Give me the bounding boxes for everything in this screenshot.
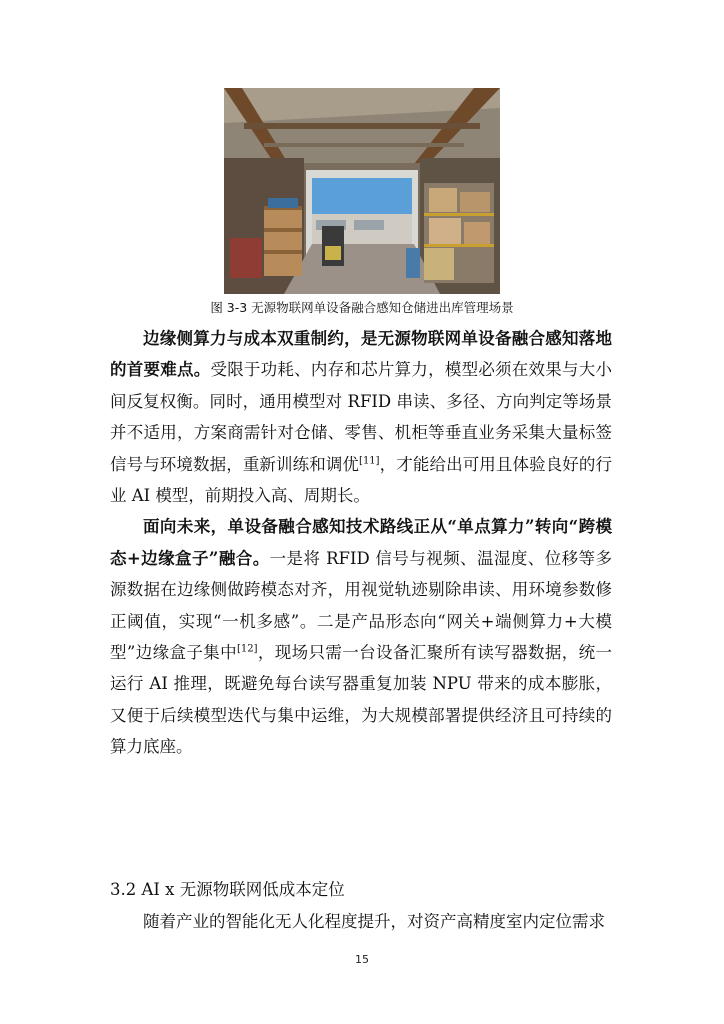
paragraph-1-text-end: ，才能给出可用且体验良好的行业 AI 模型，前期投入高、周期长。 — [110, 454, 613, 506]
warehouse-icon — [224, 88, 500, 294]
section-heading: 3.2 AI x 无源物联网低成本定位 — [110, 880, 345, 899]
paragraph-2 — [110, 511, 612, 762]
paragraph-1 — [110, 323, 612, 511]
page-number: 15 — [355, 953, 369, 966]
paragraph-2-text-end: ，现场只需一台设备汇聚所有读写器数据，统一运行 AI 推理，既避免每台读写器重复加装 NPU 带来的成本膨胀，又便于后续模型迭代与集中运维，为大规模部署提供经济且可持续的算力底座。 — [110, 643, 613, 757]
paragraph-1-text: 受限于功耗、内存和芯片算力，模型必须在效果与大小间反复权衡。同时，通用模型对 RFID 串读、多径、方向判定等场景并不适用，方案商需针对仓储、零售、机柜等垂直业务采集大量标签信号与环境数据，重新训练和调优 — [110, 360, 613, 474]
paragraph-2-bold-lead: 面向未来，单设备融合感知技术路线正从“单点算力”转向“跨模态+边缘盒子”融合。 — [110, 517, 612, 568]
paragraph-1-bold-lead: 边缘侧算力与成本双重制约，是无源物联网单设备融合感知落地的首要难点。 — [110, 329, 612, 380]
paragraph-3: 随着产业的智能化无人化程度提升，对资产高精度室内定位需求 — [143, 912, 605, 931]
reference-11: [11] — [359, 455, 380, 467]
body-text — [110, 323, 612, 763]
paragraph-2-text: 一是将 RFID 信号与视频、温湿度、位移等多源数据在边缘侧做跨模态对齐，用视觉轨迹剔除串读、用环境参数修正阈值，实现“一机多感”。二是产品形态向“网关+端侧算力+大模型”边缘盒子集中 — [110, 548, 612, 663]
figure-caption: 图 3-3 无源物联网单设备融合感知仓储进出库管理场景 — [210, 300, 514, 315]
warehouse-photo — [224, 88, 500, 294]
reference-12: [12] — [236, 643, 258, 655]
